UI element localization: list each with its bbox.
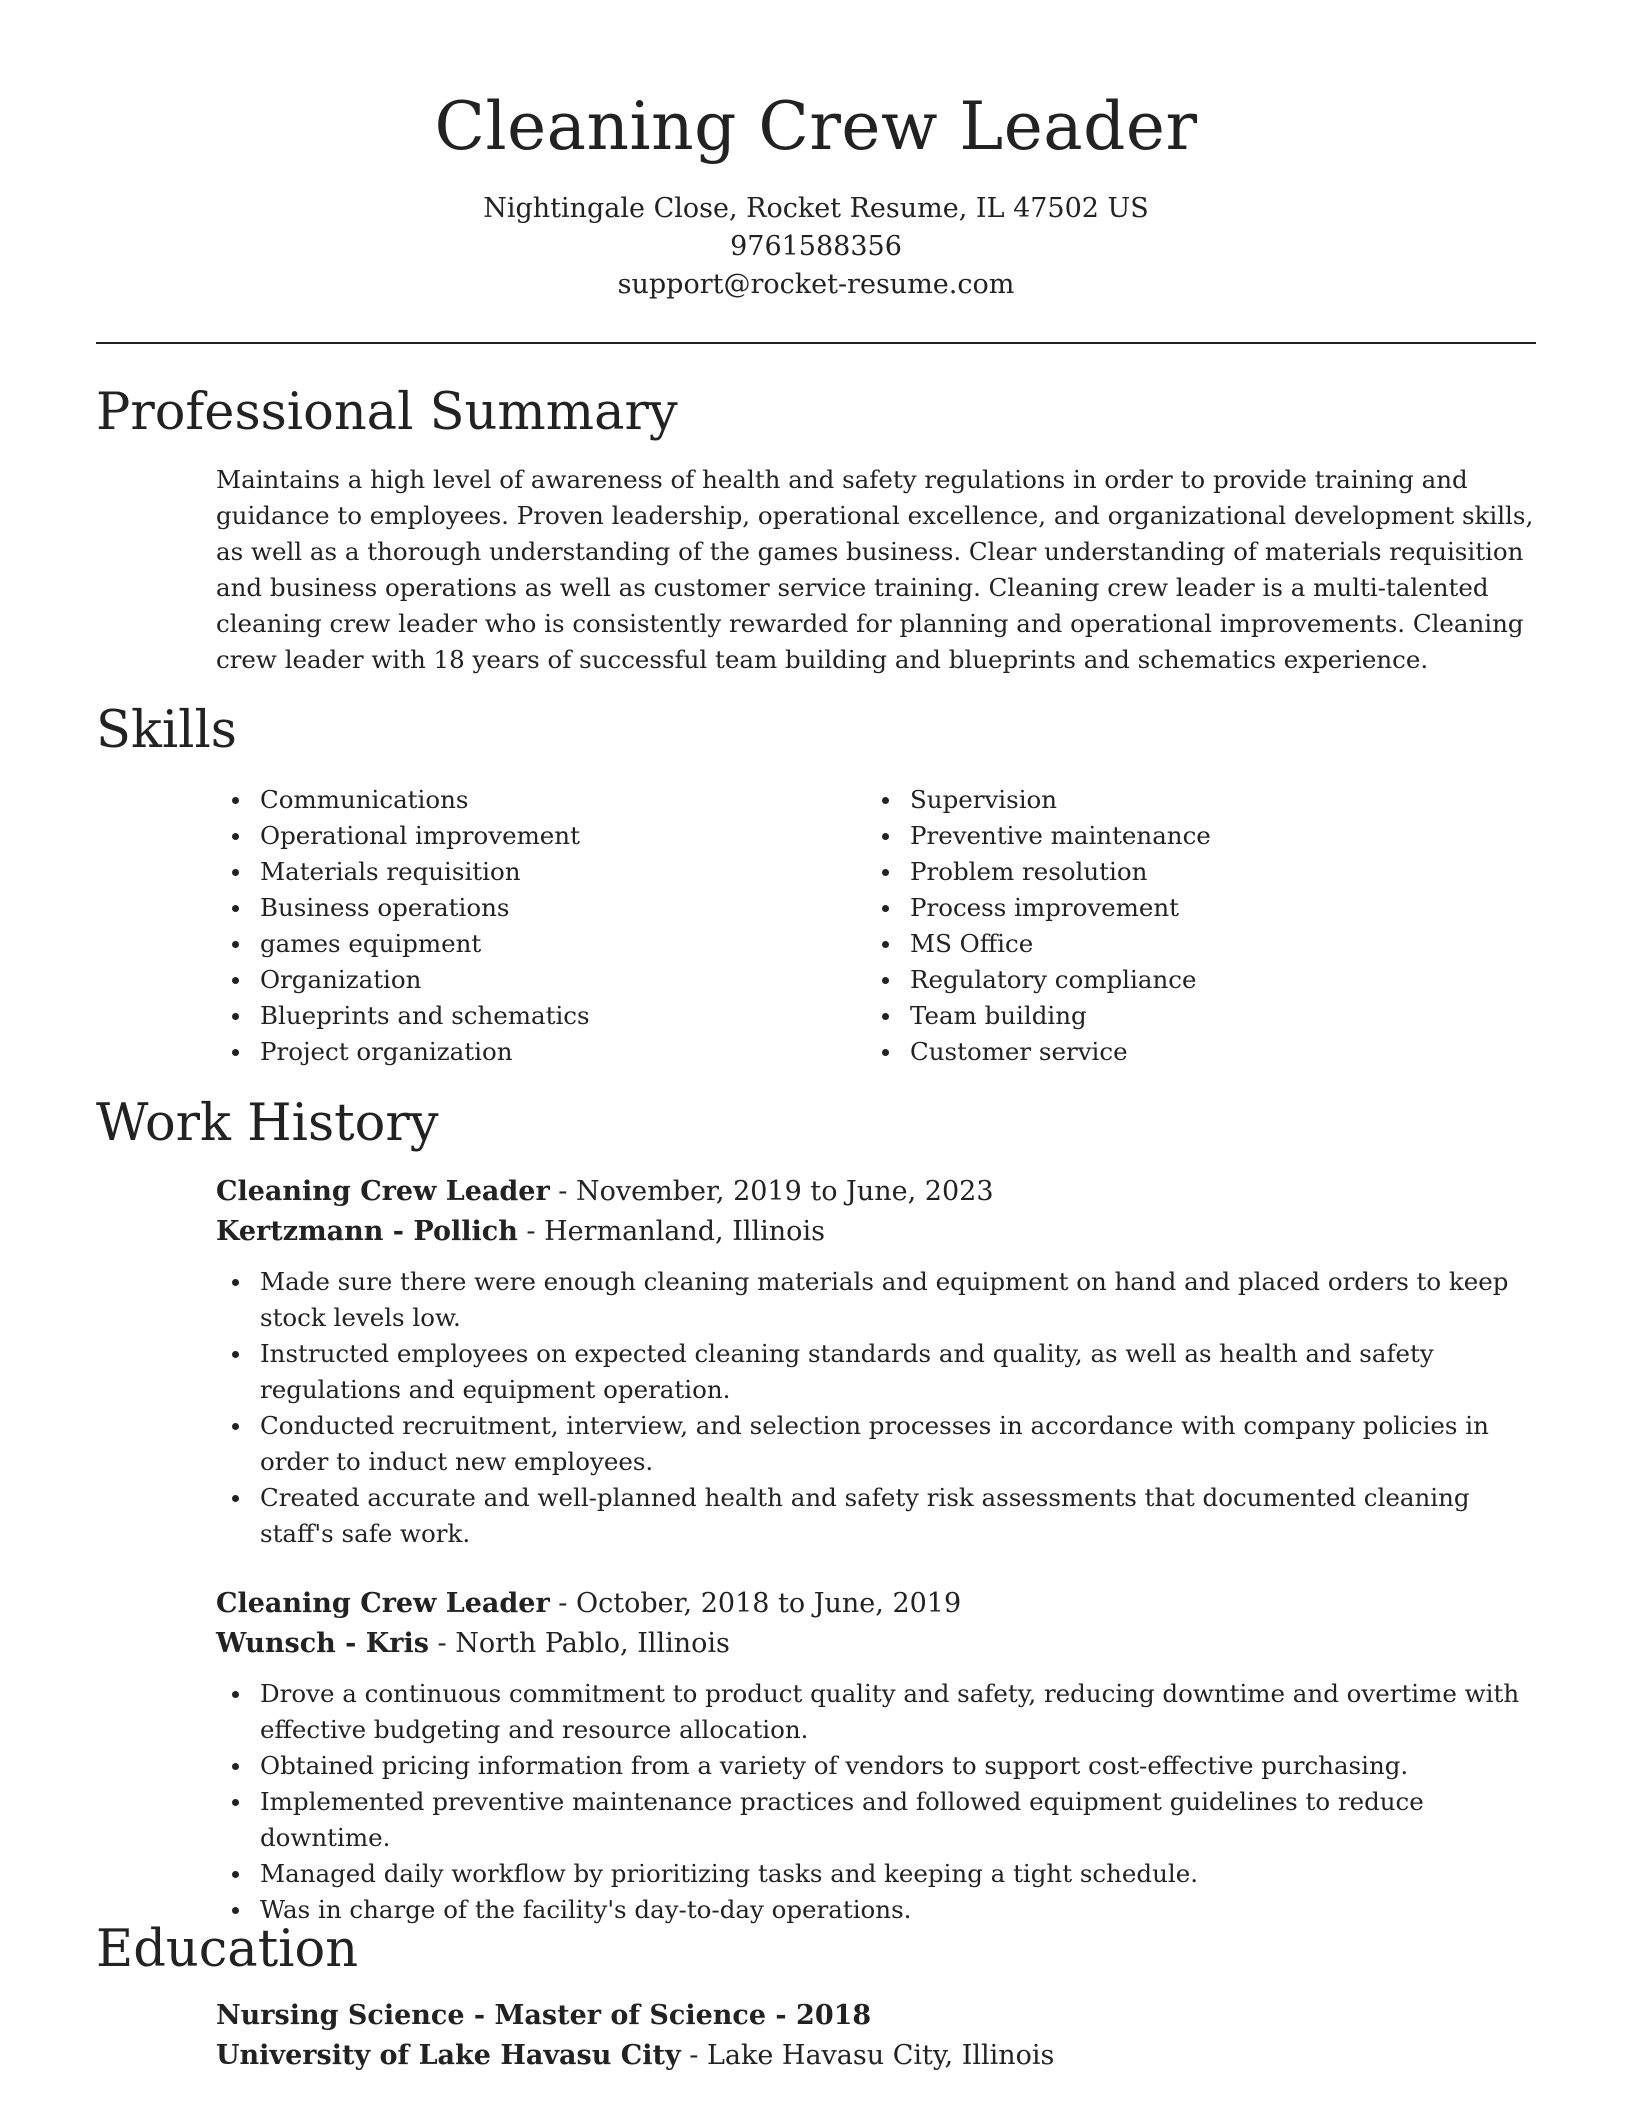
skill-item: MS Office xyxy=(866,926,1516,962)
education-entry xyxy=(216,1996,1536,2076)
skills-heading: Skills xyxy=(96,701,237,760)
job-company-line xyxy=(216,1212,1536,1252)
skill-item: Blueprints and schematics xyxy=(216,998,866,1034)
header-divider xyxy=(96,342,1536,344)
job-bullet: Created accurate and well-planned health and safety risk assessments that documented cleaning staff's safe work. xyxy=(216,1480,1536,1552)
job-title-line xyxy=(216,1584,1536,1624)
email-text: support@rocket-resume.com xyxy=(617,269,1015,300)
skill-item: Preventive maintenance xyxy=(866,818,1516,854)
resume-header xyxy=(0,84,1632,304)
skill-item: Operational improvement xyxy=(216,818,866,854)
school-location: - Lake Havasu City, Illinois xyxy=(680,2040,1055,2071)
summary-heading: Professional Summary xyxy=(96,383,678,442)
candidate-name: Cleaning Crew Leader xyxy=(434,88,1198,165)
phone-text: 9761588356 xyxy=(730,231,902,262)
job-role: Cleaning Crew Leader xyxy=(216,1176,550,1207)
job-bullet: Obtained pricing information from a variety of vendors to support cost-effective purchasing. xyxy=(216,1748,1536,1784)
job-bullet: Made sure there were enough cleaning materials and equipment on hand and placed orders to keep stock levels low. xyxy=(216,1264,1536,1336)
job-title-line xyxy=(216,1172,1536,1212)
job-bullet: Instructed employees on expected cleaning standards and quality, as well as health and safety regulations and equipment operation. xyxy=(216,1336,1536,1408)
skills-column-right xyxy=(866,782,1516,1070)
skill-item: Supervision xyxy=(866,782,1516,818)
skill-item: Process improvement xyxy=(866,890,1516,926)
work-history-heading: Work History xyxy=(96,1094,439,1153)
job-dates: - October, 2018 to June, 2019 xyxy=(549,1588,962,1619)
degree-line: Nursing Science - Master of Science - 2018 xyxy=(216,2000,872,2031)
job-bullets xyxy=(216,1264,1536,1552)
skill-item: Business operations xyxy=(216,890,866,926)
skill-item: Materials requisition xyxy=(216,854,866,890)
skill-item: Communications xyxy=(216,782,866,818)
school-name: University of Lake Havasu City xyxy=(216,2040,681,2071)
job-location: - North Pablo, Illinois xyxy=(428,1628,730,1659)
skill-item: games equipment xyxy=(216,926,866,962)
skill-item: Customer service xyxy=(866,1034,1516,1070)
job-bullet: Managed daily workflow by prioritizing tasks and keeping a tight schedule. xyxy=(216,1856,1536,1892)
skill-item: Problem resolution xyxy=(866,854,1516,890)
job-entry xyxy=(216,1584,1536,1928)
school-line xyxy=(216,2036,1536,2076)
education-heading: Education xyxy=(96,1920,359,1979)
job-dates: - November, 2019 to June, 2023 xyxy=(549,1176,994,1207)
job-bullet: Implemented preventive maintenance practices and followed equipment guidelines to reduce downtime. xyxy=(216,1784,1536,1856)
skill-item: Organization xyxy=(216,962,866,998)
skills-column-left xyxy=(216,782,866,1070)
job-bullet: Conducted recruitment, interview, and selection processes in accordance with company policies in order to induct new employees. xyxy=(216,1408,1536,1480)
skill-item: Regulatory compliance xyxy=(866,962,1516,998)
job-company: Kertzmann - Pollich xyxy=(216,1216,518,1247)
summary-text: Maintains a high level of awareness of health and safety regulations in order to provide training and guidance to employees. Proven leadership, operational excellence, and organizational development skills, as well as a thorough understanding of the games business. Clear understanding of materials requisition and business operations as well as customer service training. Cleaning crew leader is a multi-talented cleaning crew leader who is consistently rewarded for planning and operational improvements. Cleaning crew leader with 18 years of successful team building and blueprints and schematics experience. xyxy=(216,465,1534,674)
job-location: - Hermanland, Illinois xyxy=(517,1216,825,1247)
address-text: Nightingale Close, Rocket Resume, IL 47502 US xyxy=(483,193,1149,224)
job-bullet: Drove a continuous commitment to product quality and safety, reducing downtime and overtime with effective budgeting and resource allocation. xyxy=(216,1676,1536,1748)
skill-item: Team building xyxy=(866,998,1516,1034)
job-role: Cleaning Crew Leader xyxy=(216,1588,550,1619)
contact-info xyxy=(0,190,1632,304)
job-company-line xyxy=(216,1624,1536,1664)
job-entry xyxy=(216,1172,1536,1552)
job-bullet: Was in charge of the facility's day-to-day operations. xyxy=(216,1892,1536,1928)
job-company: Wunsch - Kris xyxy=(216,1628,429,1659)
skills-list xyxy=(216,782,1536,1070)
job-bullets xyxy=(216,1676,1536,1928)
skill-item: Project organization xyxy=(216,1034,866,1070)
